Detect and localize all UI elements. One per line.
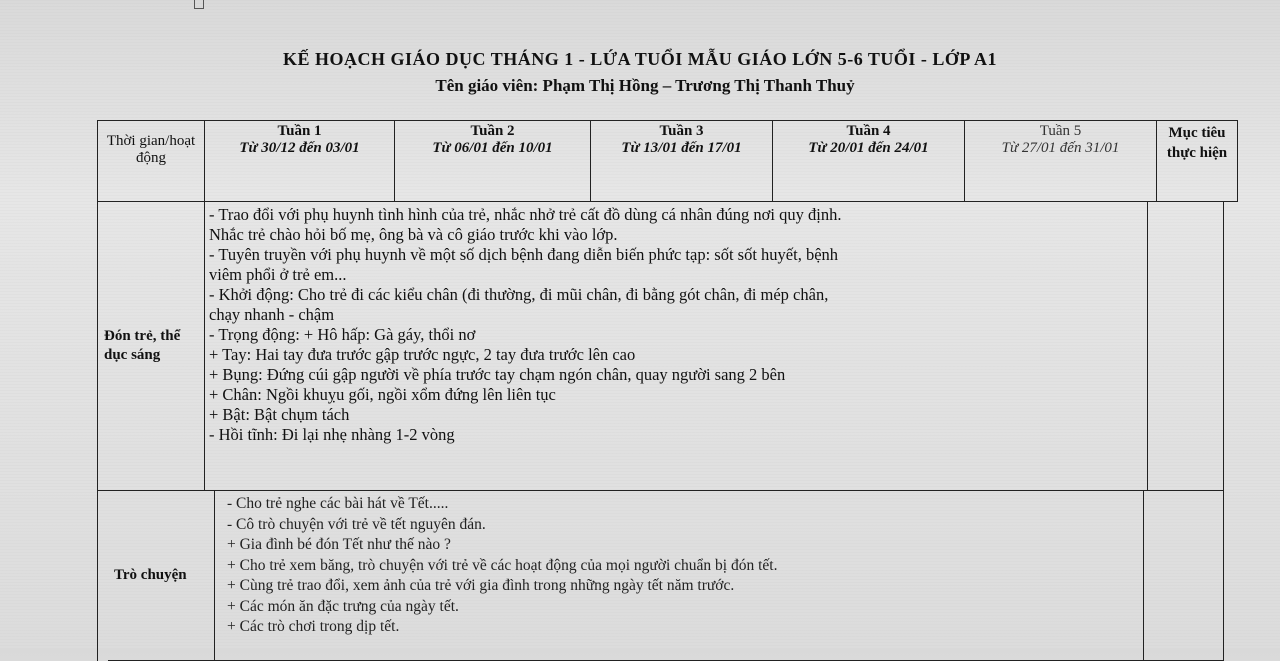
week-range: Từ 06/01 đến 10/01 [432,140,553,156]
content-line: - Khởi động: Cho trẻ đi các kiểu chân (đi thường, đi mũi chân, đi bằng gót chân, đi mép chân, [209,285,829,304]
content-line: - Hồi tĩnh: Đi lại nhẹ nhàng 1-2 vòng [209,425,455,444]
page-edge-mark [194,0,204,9]
week-range: Từ 27/01 đến 31/01 [1001,140,1120,156]
week-label: Tuần 2 [470,123,515,139]
content-line: Nhắc trẻ chào hỏi bố mẹ, ông bà và cô giáo trước khi vào lớp. [209,225,618,244]
content-line: - Cô trò chuyện với trẻ về tết nguyên đán. [227,515,486,533]
document-title: KẾ HOẠCH GIÁO DỤC THÁNG 1 - LỨA TUỔI MẪU GIÁO LỚN 5-6 TUỔI - LỚP A1 [283,49,997,69]
week-range: Từ 30/12 đến 03/01 [239,140,360,156]
row-label-conversation: Trò chuyện [108,491,215,661]
header-week-2 [395,121,591,202]
week-label: Tuần 3 [659,123,704,139]
teacher-names: Tên giáo viên: Phạm Thị Hồng – Trương Thị Thanh Thuỷ [435,76,855,95]
row-goal-conversation [1144,491,1224,661]
week-range: Từ 20/01 đến 24/01 [808,140,929,156]
week-label: Tuần 4 [846,123,891,139]
content-line: + Bật: Bật chụm tách [209,405,350,424]
content-line: + Chân: Ngồi khuỵu gối, ngồi xổm đứng lên liên tục [209,385,556,404]
header-week-5 [965,121,1157,202]
plan-table [97,120,1238,661]
content-line: + Cùng trẻ trao đổi, xem ảnh của trẻ với gia đình trong những ngày tết năm trước. [227,577,735,594]
content-line: viêm phổi ở trẻ em... [209,265,347,284]
row-label-morning: Đón trẻ, thể dục sáng [98,202,205,491]
header-time-activity: Thời gian/hoạt động [98,121,205,202]
content-line: - Trao đổi với phụ huynh tình hình của trẻ, nhắc nhở trẻ cất đồ dùng cá nhân đúng nơi quy định. [209,205,842,224]
content-line: chạy nhanh - chậm [209,305,335,324]
week-label: Tuần 1 [277,123,322,139]
content-line: - Cho trẻ nghe các bài hát về Tết..... [227,495,449,512]
week-range: Từ 13/01 đến 17/01 [621,140,742,156]
header-week-3 [591,121,773,202]
content-line: + Các món ăn đặc trưng của ngày tết. [227,597,459,615]
content-line: - Tuyên truyền với phụ huynh về một số dịch bệnh đang diễn biến phức tạp: sốt sốt huyết, bệnh [209,245,839,264]
row-goal-morning [1148,202,1224,491]
row-content-morning [205,202,1148,491]
content-line: + Tay: Hai tay đưa trước gập trước ngực, 2 tay đưa trước lên cao [209,345,636,364]
content-line: + Các trò chơi trong dịp tết. [227,618,400,635]
row-content-conversation [215,491,1144,661]
content-line: + Cho trẻ xem băng, trò chuyện với trẻ về các hoạt động của mọi người chuẩn bị đón tết. [227,556,778,574]
content-line: - Trọng động: + Hô hấp: Gà gáy, thổi nơ [209,325,476,344]
header-goal: Mục tiêu thực hiện [1157,121,1238,202]
header-week-4 [773,121,965,202]
content-line: + Bụng: Đứng cúi gập người về phía trước tay chạm ngón chân, quay người sang 2 bên [209,365,786,384]
header-week-1 [205,121,395,202]
content-line: + Gia đình bé đón Tết như thế nào ? [227,536,451,553]
week-label: Tuần 5 [1039,123,1082,139]
